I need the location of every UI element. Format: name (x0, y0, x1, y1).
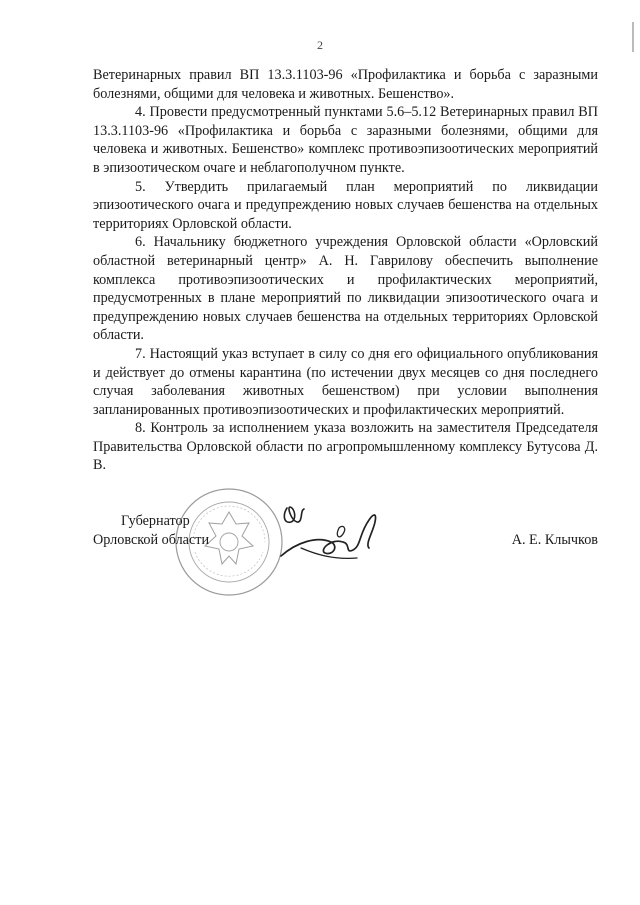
paragraph-item-5: 5. Утвердить прилагаемый план мероприятий по ликвидации эпизоотического очага и предупреждению новых случаев бешенства на отдельных территориях Орловской области. (93, 178, 598, 232)
signatory-region: Орловской области (93, 532, 210, 548)
signatory-title: Губернатор (121, 513, 190, 529)
paragraph-item-4: 4. Провести предусмотренный пунктами 5.6–5.12 Ветеринарных правил ВП 13.3.1103-96 «Профилактика и борьба с заразными болезнями, общими для человека и животных. Бешенство» комплекс противоэпизоотических мероприятий в эпизоотическом очаге и неблагополучном пункте. (93, 104, 598, 176)
signatory-name: А. Е. Клычков (511, 532, 598, 548)
paragraph-continuation: Ветеринарных правил ВП 13.3.1103-96 «Профилактика и борьба с заразными болезнями, общими для человека и животных. Бешенство». (93, 67, 598, 102)
signature-block (93, 510, 598, 590)
page-number: 2 (317, 38, 323, 52)
document-body (93, 66, 598, 475)
paragraph-item-7: 7. Настоящий указ вступает в силу со дня его официального опубликования и действует до отмены карантина (по истечении двух месяцев со дня последнего случая заболевания животных бешенством) при условии выполнения запланированных противоэпизоотических и профилактических мероприятий. (93, 345, 598, 418)
scan-edge-mark (632, 22, 634, 52)
handwritten-signature-icon (273, 498, 385, 572)
paragraph-item-8: 8. Контроль за исполнением указа возложить на заместителя Председателя Правительства Орловской области по агропромышленному комплексу Бутусова Д. В. (93, 420, 598, 474)
paragraph-item-6: 6. Начальнику бюджетного учреждения Орловской области «Орловский областной ветеринарный центр» А. Н. Гаврилову обеспечить выполнение комплекса противоэпизоотических и профилактических мероприятий, предусмотренных в плане мероприятий по ликвидации эпизоотического очага и предупреждению новых случаев бешенства на отдельных территориях Орловской области. (93, 234, 598, 344)
